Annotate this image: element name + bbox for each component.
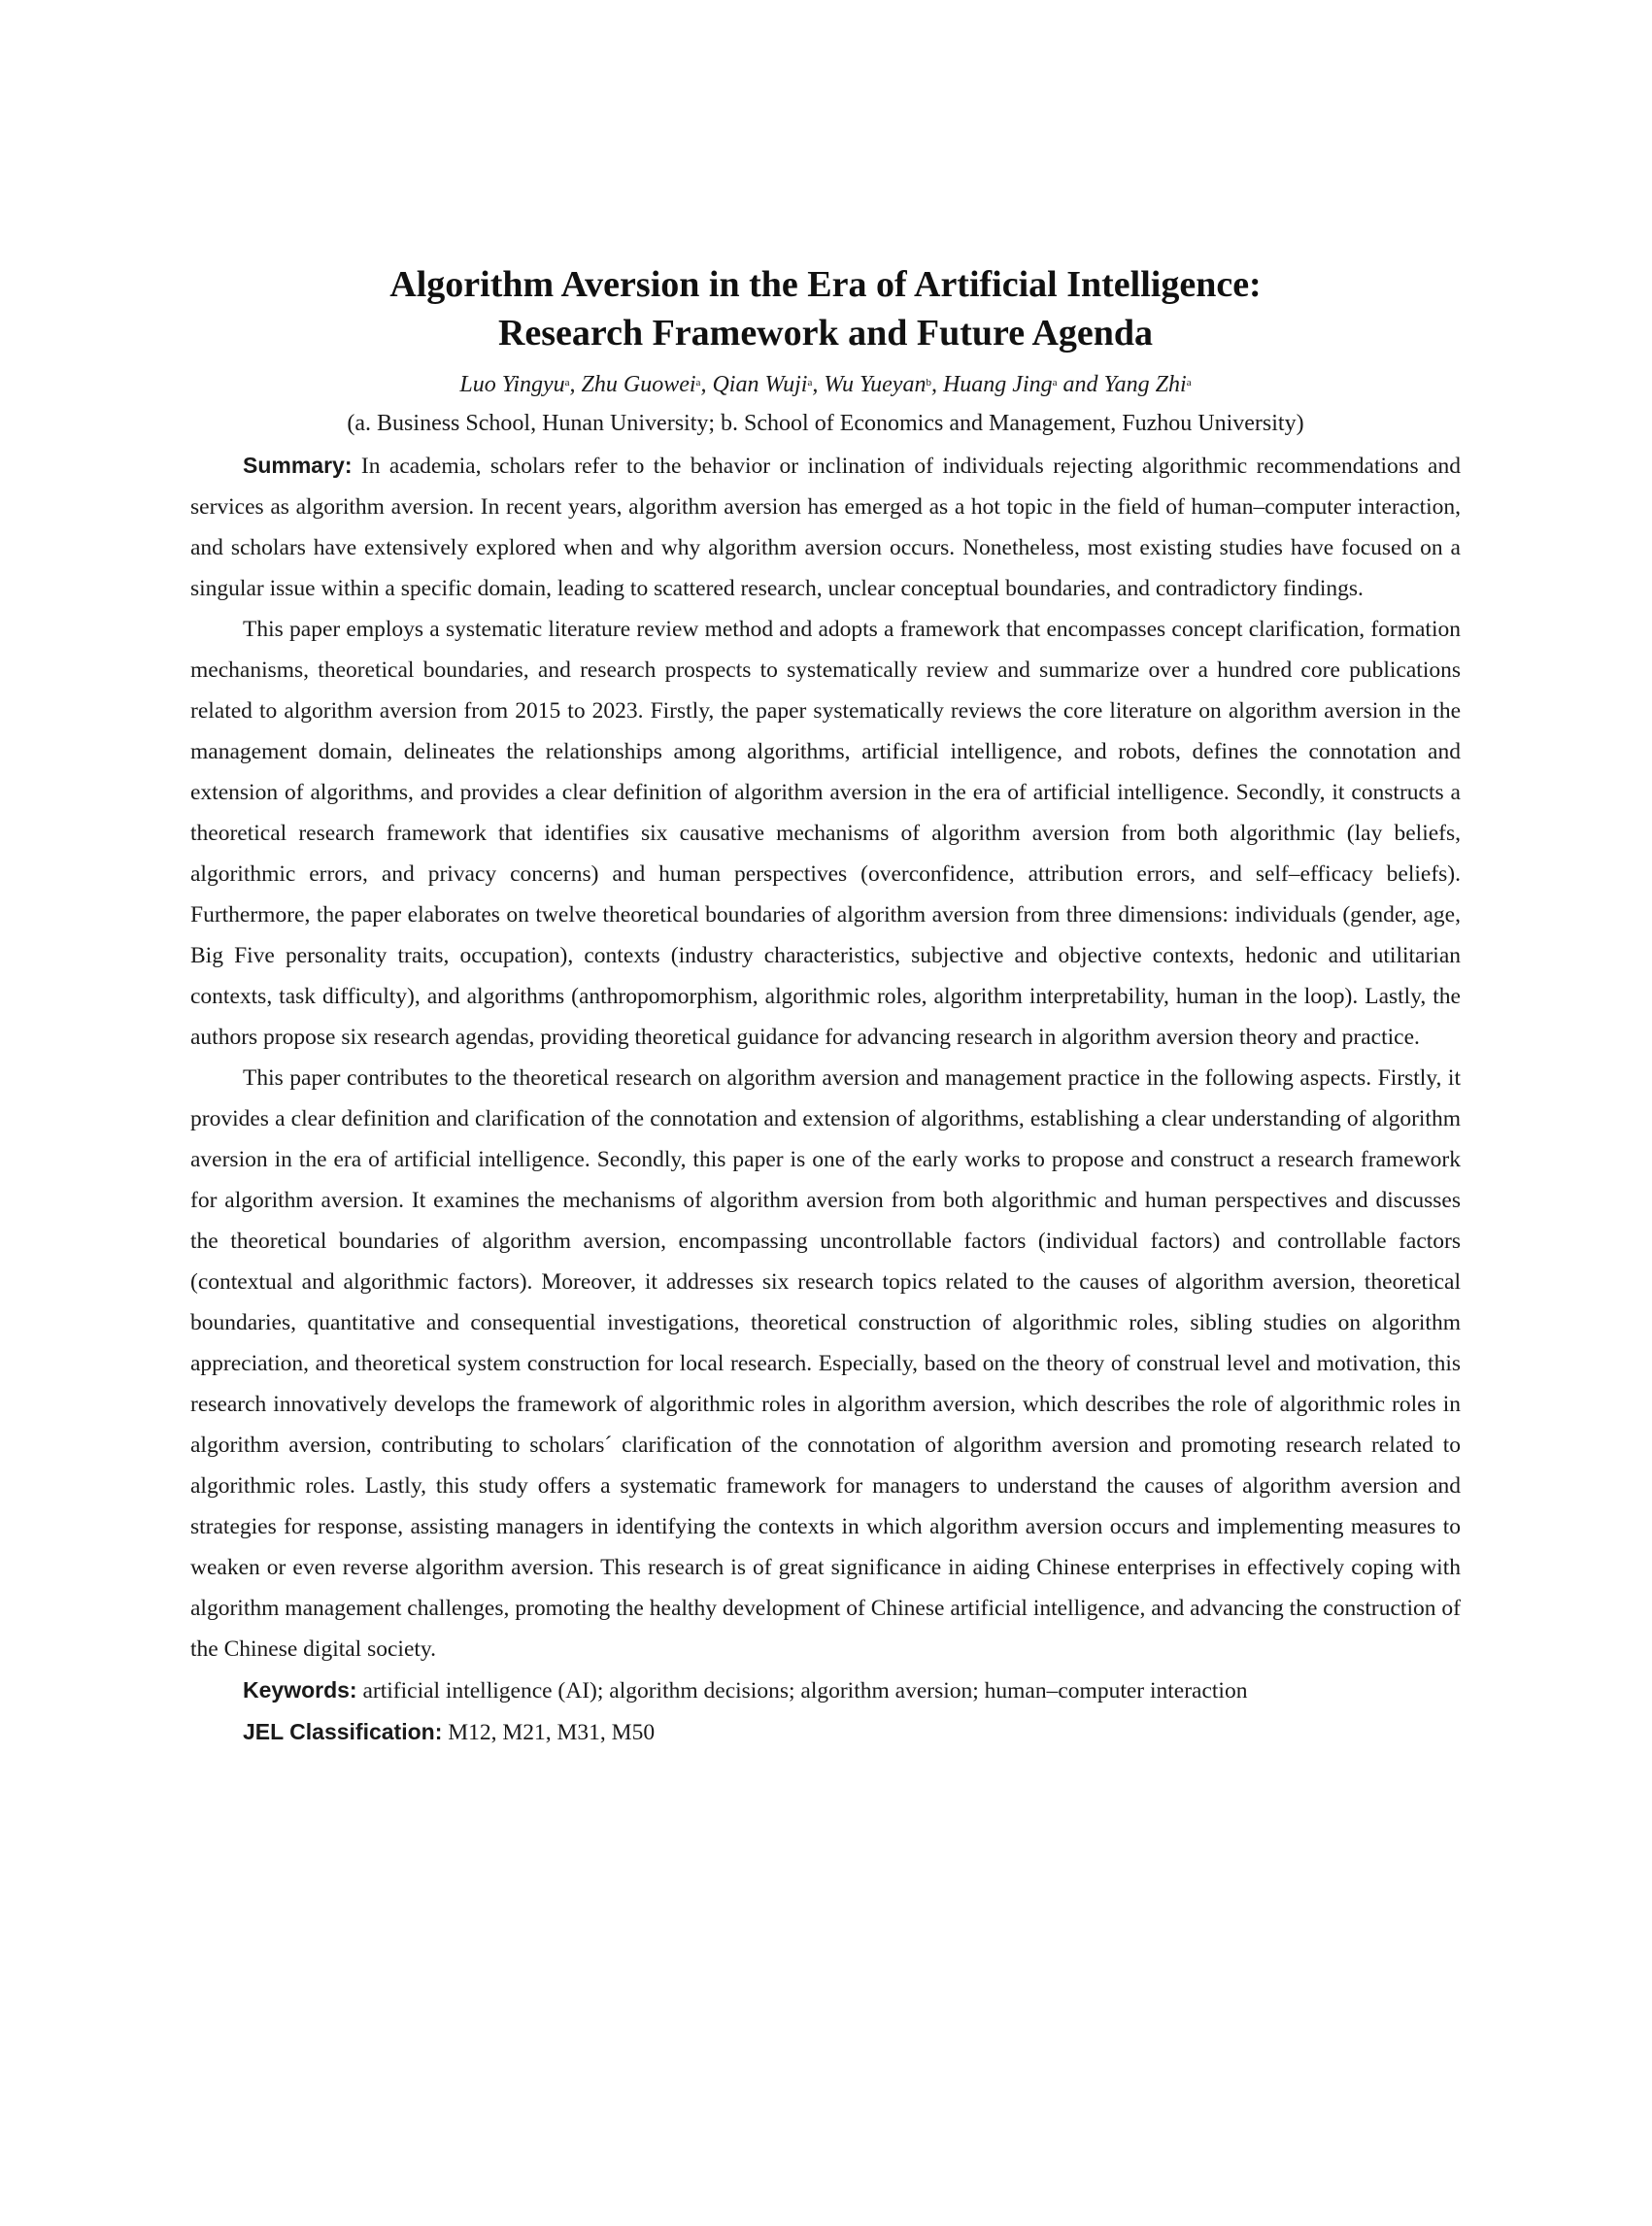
author-separator: , [700, 372, 713, 397]
author-affiliation-mark: a [695, 377, 701, 388]
author-name: Zhu Guowei [581, 372, 696, 397]
keywords-text: artificial intelligence (AI); algorithm decisions; algorithm aversion; human–computer interaction [356, 1678, 1248, 1703]
jel-line [190, 1711, 1461, 1753]
paper-title [190, 260, 1461, 357]
summary-paragraph [190, 445, 1461, 609]
jel-label: JEL Classification: [243, 1719, 443, 1744]
author-affiliation-mark: a [1186, 377, 1192, 388]
title-line-1: Algorithm Aversion in the Era of Artificial Intelligence: [389, 264, 1262, 305]
author-name: Qian Wuji [712, 372, 808, 397]
affiliations: (a. Business School, Hunan University; b. School of Economics and Management, Fuzhou University) [347, 411, 1304, 436]
author-name: Huang Jing [942, 372, 1053, 397]
author-separator: and [1057, 372, 1104, 397]
author-name: Luo Yingyu [459, 372, 565, 397]
body-paragraph-2: This paper employs a systematic literature review method and adopts a framework that encompasses concept clarification, formation mechanisms, theoretical boundaries, and research prospects to systematically review and summarize over a hundred core publications related to algorithm aversion from 2015 to 2023. Firstly, the paper systematically reviews the core literature on algorithm aversion in the management domain, delineates the relationships among algorithms, artificial intelligence, and robots, defines the connotation and extension of algorithms, and provides a clear definition of algorithm aversion in the era of artificial intelligence. Secondly, it constructs a theoretical research framework that identifies six causative mechanisms of algorithm aversion from both algorithmic (lay beliefs, algorithmic errors, and privacy concerns) and human perspectives (overconfidence, attribution errors, and self–efficacy beliefs). Furthermore, the paper elaborates on twelve theoretical boundaries of algorithm aversion from three dimensions: individuals (gender, age, Big Five personality traits, occupation), contexts (industry characteristics, subjective and objective contexts, hedonic and utilitarian contexts, task difficulty), and algorithms (anthropomorphism, algorithmic roles, algorithm interpretability, human in the loop). Lastly, the authors propose six research agendas, providing theoretical guidance for advancing research in algorithm aversion theory and practice. [190, 617, 1461, 1050]
author-affiliation-mark: b [926, 377, 931, 388]
paper-page [190, 260, 1461, 1753]
summary-text: In academia, scholars refer to the behavior or inclination of individuals rejecting algorithmic recommendations and services as algorithm aversion. In recent years, algorithm aversion has emerged as a hot topic in the field of human–computer interaction, and scholars have extensively explored when and why algorithm aversion occurs. Nonetheless, most existing studies have focused on a singular issue within a specific domain, leading to scattered research, unclear conceptual boundaries, and contradictory findings. [190, 454, 1461, 601]
body-paragraph-3: This paper contributes to the theoretical research on algorithm aversion and management practice in the following aspects. Firstly, it provides a clear definition and clarification of the connotation and extension of algorithms, establishing a clear understanding of algorithm aversion in the era of artificial intelligence. Secondly, this paper is one of the early works to propose and construct a research framework for algorithm aversion. It examines the mechanisms of algorithm aversion from both algorithmic and human perspectives and discusses the theoretical boundaries of algorithm aversion, encompassing uncontrollable factors (individual factors) and controllable factors (contextual and algorithmic factors). Moreover, it addresses six research topics related to the causes of algorithm aversion, theoretical boundaries, quantitative and consequential investigations, theoretical construction of algorithmic roles, sibling studies on algorithm appreciation, and theoretical system construction for local research. Especially, based on the theory of construal level and motivation, this research innovatively develops the framework of algorithmic roles in algorithm aversion, which describes the role of algorithmic roles in algorithm aversion, contributing to scholars´ clarification of the connotation of algorithm aversion and promoting research related to algorithmic roles. Lastly, this study offers a systematic framework for managers to understand the causes of algorithm aversion and strategies for response, assisting managers in identifying the contexts in which algorithm aversion occurs and implementing measures to weaken or even reverse algorithm aversion. This research is of great significance in aiding Chinese enterprises in effectively coping with algorithm management challenges, promoting the healthy development of Chinese artificial intelligence, and advancing the construction of the Chinese digital society. [190, 1065, 1461, 1662]
author-separator: , [930, 372, 943, 397]
author-affiliation-mark: a [807, 377, 813, 388]
title-line-2: Research Framework and Future Agenda [497, 313, 1154, 354]
author-affiliation-mark: a [564, 377, 570, 388]
keywords-label: Keywords: [243, 1677, 357, 1703]
author-separator: , [569, 372, 582, 397]
summary-label: Summary: [243, 453, 353, 478]
author-separator: , [812, 372, 825, 397]
author-name: Yang Zhi [1103, 372, 1187, 397]
keywords-line [190, 1670, 1461, 1711]
author-list [190, 369, 1461, 400]
author-affiliation-mark: a [1052, 377, 1058, 388]
jel-text: M12, M21, M31, M50 [442, 1720, 656, 1745]
author-name: Wu Yueyan [824, 372, 927, 397]
